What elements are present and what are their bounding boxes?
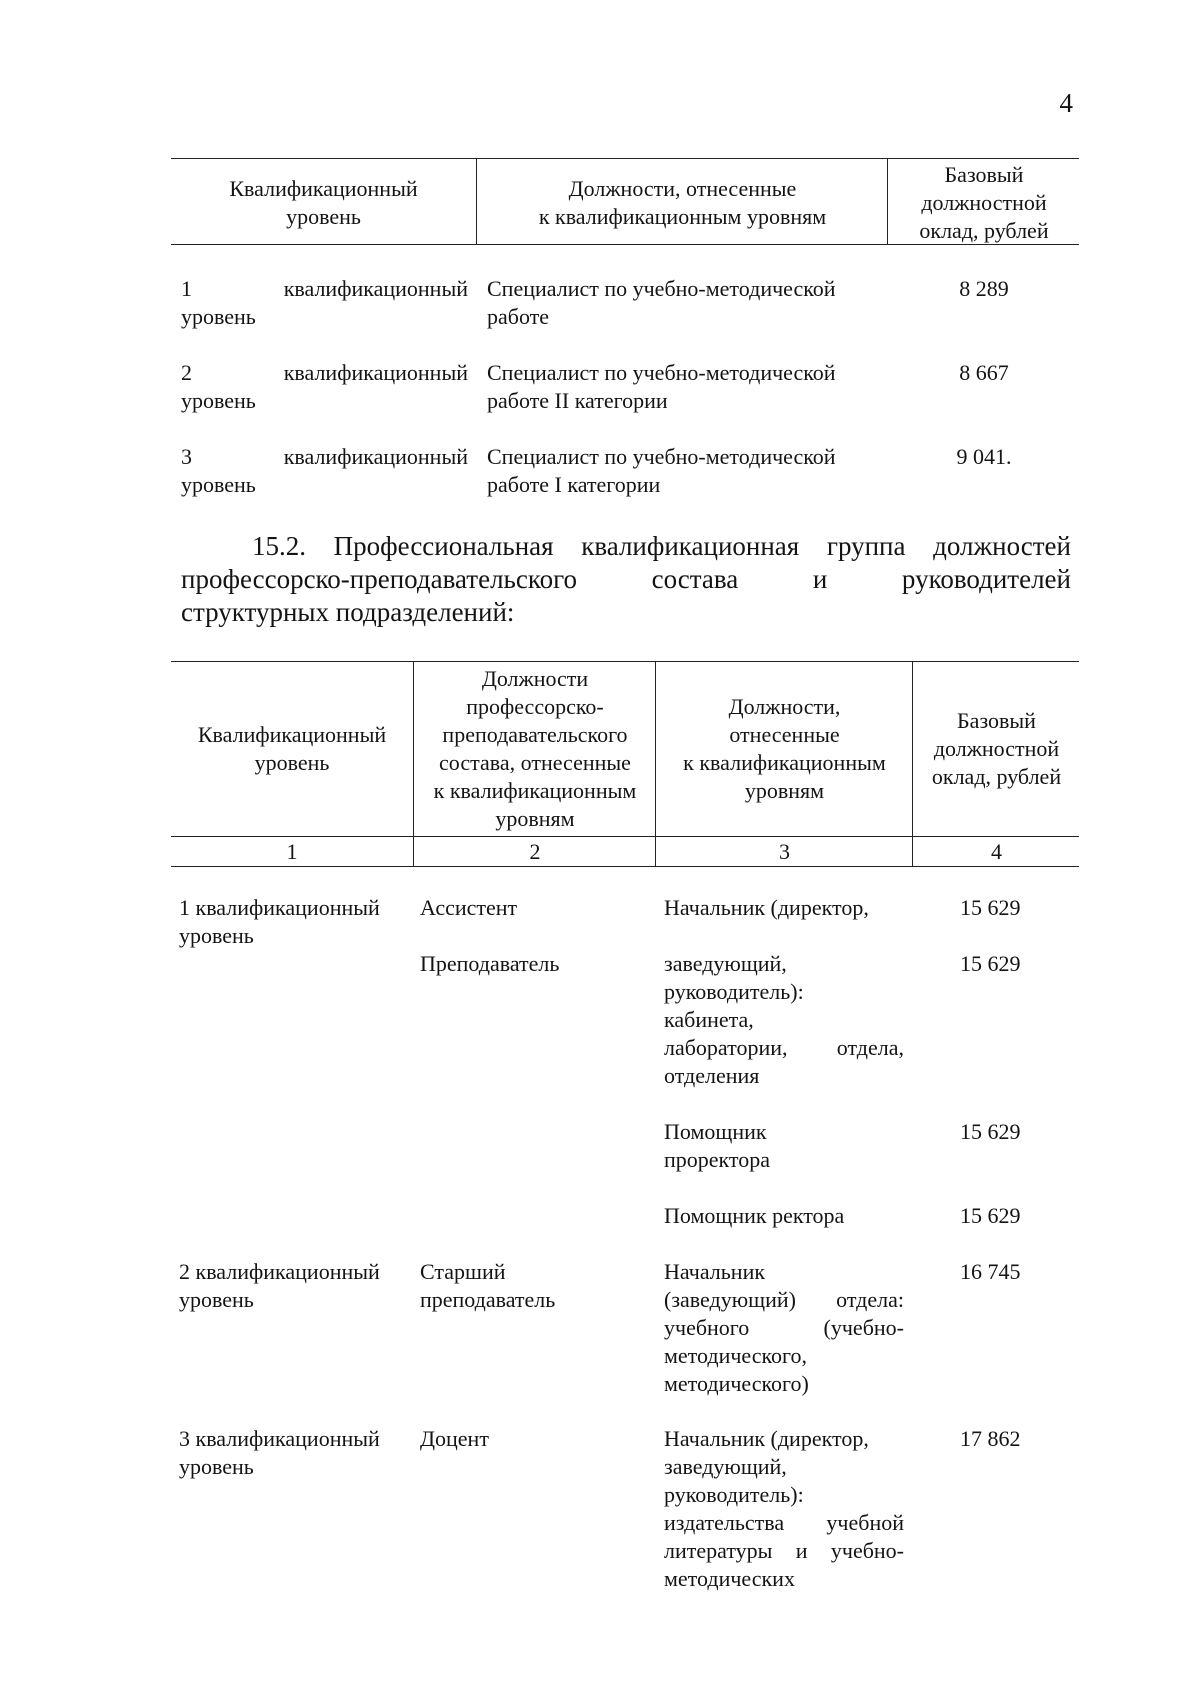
table-row-position: Специалист по учебно-методической работе II категории bbox=[487, 360, 836, 413]
table-row-salary: 8 667 bbox=[959, 360, 1009, 385]
table-row-salary: 16 745 bbox=[960, 1259, 1021, 1284]
table-row-teaching-position: Преподаватель bbox=[420, 951, 560, 976]
table-row-level: 3 квалификационный уровень bbox=[179, 1426, 380, 1479]
table-1-top-border bbox=[171, 158, 1079, 159]
section-heading-15-2: 15.2. Профессиональная квалификационная группа должностей профессорско-преподавательского состава и руководителей структурных подразделений: bbox=[181, 531, 1071, 627]
table-row-teaching-position: Старший преподаватель bbox=[420, 1259, 556, 1312]
table-row-position: Помощник проректора bbox=[664, 1119, 771, 1172]
table-row-position: Начальник (заведующий) отдела: учебного (учебно- методического, методического) bbox=[664, 1259, 904, 1396]
table-1-header-positions: Должности, отнесенные к квалификационным уровням bbox=[538, 176, 827, 229]
table-row-salary: 15 629 bbox=[960, 895, 1021, 920]
table-row-position: Начальник (директор, заведующий, руководитель): издательства учебной литературы и учебно- методических bbox=[664, 1426, 904, 1591]
table-2-col-divider-1 bbox=[413, 661, 414, 866]
column-number: 1 bbox=[286, 839, 298, 864]
table-1-col-divider-2 bbox=[887, 158, 888, 244]
table-row-salary: 8 289 bbox=[959, 276, 1009, 301]
table-row-position: Специалист по учебно-методической работе bbox=[487, 276, 836, 329]
table-1-col-divider-1 bbox=[476, 158, 477, 244]
table-row-salary: 9 041. bbox=[956, 444, 1012, 469]
table-row-salary: 17 862 bbox=[960, 1426, 1021, 1451]
table-row-position: Специалист по учебно-методической работе I категории bbox=[487, 444, 836, 497]
table-2-number-row-border bbox=[171, 866, 1079, 867]
table-2-header-teaching-positions: Должности профессорско- преподавательского состава, отнесенные к квалификационным уровням bbox=[433, 666, 637, 831]
column-number: 3 bbox=[779, 839, 790, 864]
table-2-col-divider-3 bbox=[912, 661, 913, 866]
table-row-teaching-position: Доцент bbox=[420, 1426, 489, 1451]
table-2-header-border bbox=[171, 836, 1079, 837]
table-1-header-level: Квалификационный уровень bbox=[229, 176, 418, 229]
table-row: 3 квалификационный уровень bbox=[181, 444, 468, 497]
table-row-level: 2 квалификационный уровень bbox=[179, 1259, 380, 1312]
table-row-position: заведующий, руководитель): кабинета, лаборатории, отдела, отделения bbox=[664, 951, 904, 1088]
table-row-salary: 15 629 bbox=[960, 1203, 1021, 1228]
table-row-position: Помощник ректора bbox=[664, 1203, 845, 1228]
table-2-header-positions: Должности, отнесенные к квалификационным уровням bbox=[683, 694, 886, 803]
table-1-header-salary: Базовый должностной оклад, рублей bbox=[919, 162, 1049, 243]
table-row-level: 1 квалификационный уровень bbox=[179, 895, 380, 948]
column-number: 4 bbox=[991, 839, 1002, 864]
table-row-teaching-position: Ассистент bbox=[420, 895, 518, 920]
page-number: 4 bbox=[1059, 88, 1073, 118]
table-2-top-border bbox=[171, 661, 1079, 662]
table-row-salary: 15 629 bbox=[960, 1119, 1021, 1144]
table-row: 2 квалификационный уровень bbox=[181, 360, 468, 413]
column-number: 2 bbox=[529, 839, 541, 864]
table-2-col-divider-2 bbox=[655, 661, 656, 866]
table-row-salary: 15 629 bbox=[960, 951, 1021, 976]
table-2-header-level: Квалификационный уровень bbox=[197, 722, 387, 775]
table-row-position: Начальник (директор, bbox=[664, 895, 869, 920]
table-row: 1 квалификационный уровень bbox=[181, 276, 468, 329]
table-2-header-salary: Базовый должностной оклад, рублей bbox=[931, 708, 1062, 789]
